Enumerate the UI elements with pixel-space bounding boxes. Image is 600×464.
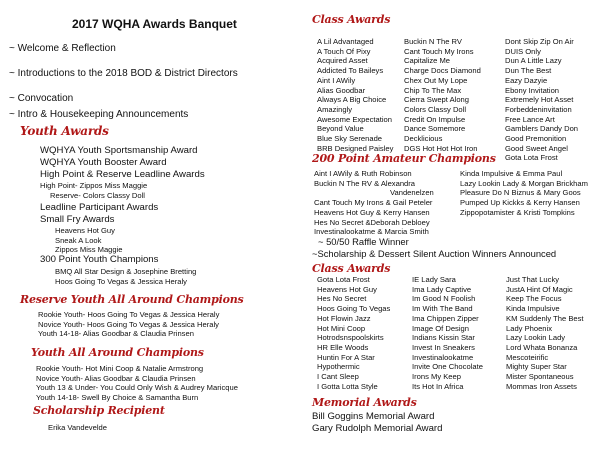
list-item: HR Elle Woods (317, 342, 369, 352)
announcement-line: ~Scholarship & Dessert Silent Auction Winners Announced (312, 247, 557, 259)
list-item: Im With The Band (412, 304, 473, 314)
winner-line: BMQ All Star Design & Josephine Bretting (55, 267, 197, 276)
memorial-awards-list (312, 411, 442, 434)
youth-champions (55, 267, 196, 286)
list-item: Im Good N Foolish (412, 294, 476, 304)
list-item: Chip To The Max (404, 85, 462, 95)
list-item: Charge Docs Diamond (404, 66, 481, 76)
list-item: Acquired Asset (317, 56, 368, 66)
youth-allaround-list (36, 364, 238, 402)
list-item: Mister Spontaneous (506, 372, 574, 382)
list-item: Ima Lady Captive (412, 284, 472, 294)
class-awards-col (505, 37, 578, 163)
champions-title: 300 Point Youth Champions (40, 254, 159, 265)
youth-awards-list (40, 145, 205, 181)
list-item: Eazy Dazyie (505, 75, 548, 85)
award-line: WQHYA Youth Booster Award (40, 157, 167, 168)
list-item: Addicted To Baileys (317, 66, 384, 76)
list-item: Dont Skip Zip On Air (505, 37, 574, 46)
list-item: Dun A Little Lazy (505, 56, 562, 66)
agenda-item: ~ Convocation (9, 93, 74, 104)
agenda-item: ~ Welcome & Reflection (9, 43, 116, 54)
list-item: Keep The Focus (506, 294, 562, 304)
list-item: Cant Touch My Irons & Gail Peteler (314, 198, 433, 208)
small-fry-winners (55, 226, 123, 255)
list-item: Dun The Best (505, 66, 552, 76)
list-item: Lazy Lookin Lady (506, 333, 566, 343)
list-item: Decklicious (404, 134, 443, 144)
list-item: Gamblers Dandy Don (505, 124, 579, 134)
list-item: Gota Lota Frost (505, 153, 558, 163)
leadline-winners (40, 181, 147, 200)
list-item: Buckin N The RV & Alexandra (314, 178, 416, 188)
list-item: Kinda Impulsive (506, 304, 560, 314)
amateur-champions-heading: 200 Point Amateur Champions (312, 152, 496, 165)
class-awards-heading-2: Class Awards (312, 262, 391, 275)
list-item: JustA Hint Of Magic (506, 284, 573, 294)
winner-line: Reserve- Colors Classy Doll (50, 190, 145, 200)
list-item: I Gotta Lotta Style (317, 381, 378, 391)
winner-line: Novice Youth- Hoos Going To Vegas & Jessica Heraly (38, 319, 219, 329)
list-item: Hes No Secret (317, 294, 367, 304)
list-item: Kinda Impulsive & Emma Paul (460, 169, 563, 178)
list-item: Heavens Hot Guy & Kerry Hansen (314, 207, 430, 217)
list-item: KM Suddenly The Best (506, 313, 584, 323)
list-item: IE Lady Sara (412, 275, 456, 284)
list-item: Lord Whata Bonanza (506, 342, 578, 352)
award-line: Leadline Participant Awards (40, 202, 159, 213)
list-item: Invite One Chocolate (412, 362, 483, 372)
winner-line: Rookie Youth- Hot Mini Coop & Natalie Armstrong (36, 364, 204, 373)
list-item: Hes No Secret &Deborah Debloey (314, 217, 430, 227)
list-item: Image Of Design (412, 323, 469, 333)
scholarship-heading: Scholarship Recipient (33, 404, 165, 417)
class-awards-col (317, 37, 393, 153)
list-item: Awesome Expectation (317, 114, 392, 124)
list-item: Invest In Sneakers (412, 342, 475, 352)
youth-allaround-heading: Youth All Around Champions (31, 346, 204, 359)
list-item: Free Lance Art (505, 114, 555, 124)
agenda-item: ~ Introductions to the 2018 BOD & District Directors (9, 68, 238, 79)
award-line: Bill Goggins Memorial Award (312, 411, 435, 422)
amateur-col (460, 169, 588, 218)
right-page (300, 0, 600, 464)
list-item: Huntin For A Star (317, 352, 375, 362)
announcements (312, 236, 556, 259)
class-awards-col (317, 275, 390, 391)
list-item: Forbeddeninvitation (505, 104, 572, 114)
list-item: Vandenelzen (390, 188, 434, 198)
list-item: Hot Mini Coop (317, 323, 366, 333)
list-item: Blue Sky Serenade (317, 134, 383, 144)
list-item: Mighty Super Star (506, 362, 567, 372)
agenda-item: ~ Intro & Housekeeping Announcements (9, 109, 189, 120)
youth-awards-list-2 (40, 202, 158, 226)
amateur-col (314, 169, 434, 237)
list-item: Mescoteirific (506, 352, 549, 362)
list-item: BRB Designed Paisley (317, 143, 394, 153)
winner-line: Sneak A Look (55, 235, 102, 245)
class-awards-col (412, 275, 483, 391)
list-item: Hypothermic (317, 362, 360, 372)
list-item: Its Hot In Africa (412, 381, 464, 391)
list-item: Indians Kissin Star (412, 333, 475, 343)
announcement-line: ~ 50/50 Raffle Winner (318, 236, 409, 247)
award-line: Gary Rudolph Memorial Award (312, 422, 443, 434)
list-item: Colors Classy Doll (404, 104, 467, 114)
winner-line: Youth 14-18- Alias Goodbar & Claudia Prinsen (38, 329, 194, 339)
winner-line: Youth 14-18- Swell By Choice & Samantha Burn (36, 392, 199, 402)
class-awards-heading: Class Awards (312, 13, 391, 26)
list-item: Lazy Lookin Lady & Morgan Brickham (460, 178, 588, 188)
list-item: Chex Out My Lope (404, 75, 468, 85)
list-item: I Cant Sleep (317, 372, 359, 382)
list-item: Hotrodsnspoolskirts (317, 333, 384, 343)
list-item: Ebony Invitation (505, 85, 560, 95)
list-item: Hot Flowin Jazz (317, 313, 371, 323)
reserve-allaround-heading: Reserve Youth All Around Champions (20, 293, 244, 306)
winner-line: Hoos Going To Vegas & Jessica Heraly (55, 276, 187, 286)
list-item: Irons My Keep (412, 372, 461, 382)
list-item: Amazingly (317, 104, 353, 114)
scholarship-recipient: Erika Vandevelde (48, 423, 107, 432)
list-item: Pumped Up Kickks & Kerry Hansen (460, 198, 580, 208)
list-item: Aint I AWily (317, 75, 356, 85)
winner-line: Heavens Hot Guy (55, 226, 115, 235)
winner-line: High Point- Zippos Miss Maggie (40, 181, 148, 190)
list-item: Mommas Iron Assets (506, 381, 577, 391)
list-item: DGS Hot Hot Hot Iron (404, 143, 478, 153)
memorial-awards-heading: Memorial Awards (312, 396, 417, 409)
list-item: DUIS Only (505, 46, 541, 56)
list-item: Cant Touch My Irons (404, 46, 474, 56)
list-item: Investinalookatme & Marcia Smith (314, 227, 429, 237)
list-item: Dance Somemore (404, 124, 466, 134)
list-item: Extremely Hot Asset (505, 95, 574, 105)
list-item: Good Sweet Angel (505, 143, 568, 153)
winner-line: Youth 13 & Under- You Could Only Wish & Audrey Maricque (36, 383, 238, 393)
list-item: Aint I AWily & Ruth Robinson (314, 169, 412, 178)
list-item: Beyond Value (317, 124, 364, 134)
winner-line: Novice Youth- Alias Goodbar & Claudia Prinsen (36, 373, 196, 383)
list-item: Hoos Going To Vegas (317, 304, 391, 314)
list-item: A Touch Of Pixy (317, 46, 371, 56)
list-item: Alias Goodbar (317, 85, 366, 95)
winner-line: Zippos Miss Maggie (55, 245, 123, 255)
youth-awards-heading: Youth Awards (20, 124, 109, 138)
winner-line: Rookie Youth- Hoos Going To Vegas & Jessica Heraly (38, 310, 220, 319)
list-item: Capitalize Me (404, 56, 451, 66)
list-item: Pleasure Do N Biznus & Mary Goos (460, 188, 581, 198)
award-line: WQHYA Youth Sportsmanship Award (40, 145, 198, 156)
list-item: Lady Phoenix (506, 323, 553, 333)
list-item: Buckin N The RV (404, 37, 462, 46)
award-line: High Point & Reserve Leadline Awards (40, 169, 205, 180)
list-item: Always A Big Choice (317, 95, 387, 105)
list-item: Just That Lucky (506, 275, 560, 284)
class-awards-col (506, 275, 584, 391)
list-item: Good Premonition (505, 134, 567, 144)
list-item: Gota Lota Frost (317, 275, 370, 284)
class-awards-col (404, 37, 481, 153)
list-item: Cierra Swept Along (404, 95, 470, 105)
list-item: Zippopotamister & Kristi Tompkins (460, 207, 575, 217)
list-item: Heavens Hot Guy (317, 284, 377, 294)
page-title: 2017 WQHA Awards Banquet (72, 17, 237, 31)
list-item: Investinalookatme (412, 352, 474, 362)
list-item: Ima Chippen Zipper (412, 313, 479, 323)
list-item: A Lil Advantaged (317, 37, 374, 46)
reserve-allaround-list (38, 310, 219, 339)
list-item: Credit On Impulse (404, 114, 466, 124)
award-line: Small Fry Awards (40, 214, 115, 225)
